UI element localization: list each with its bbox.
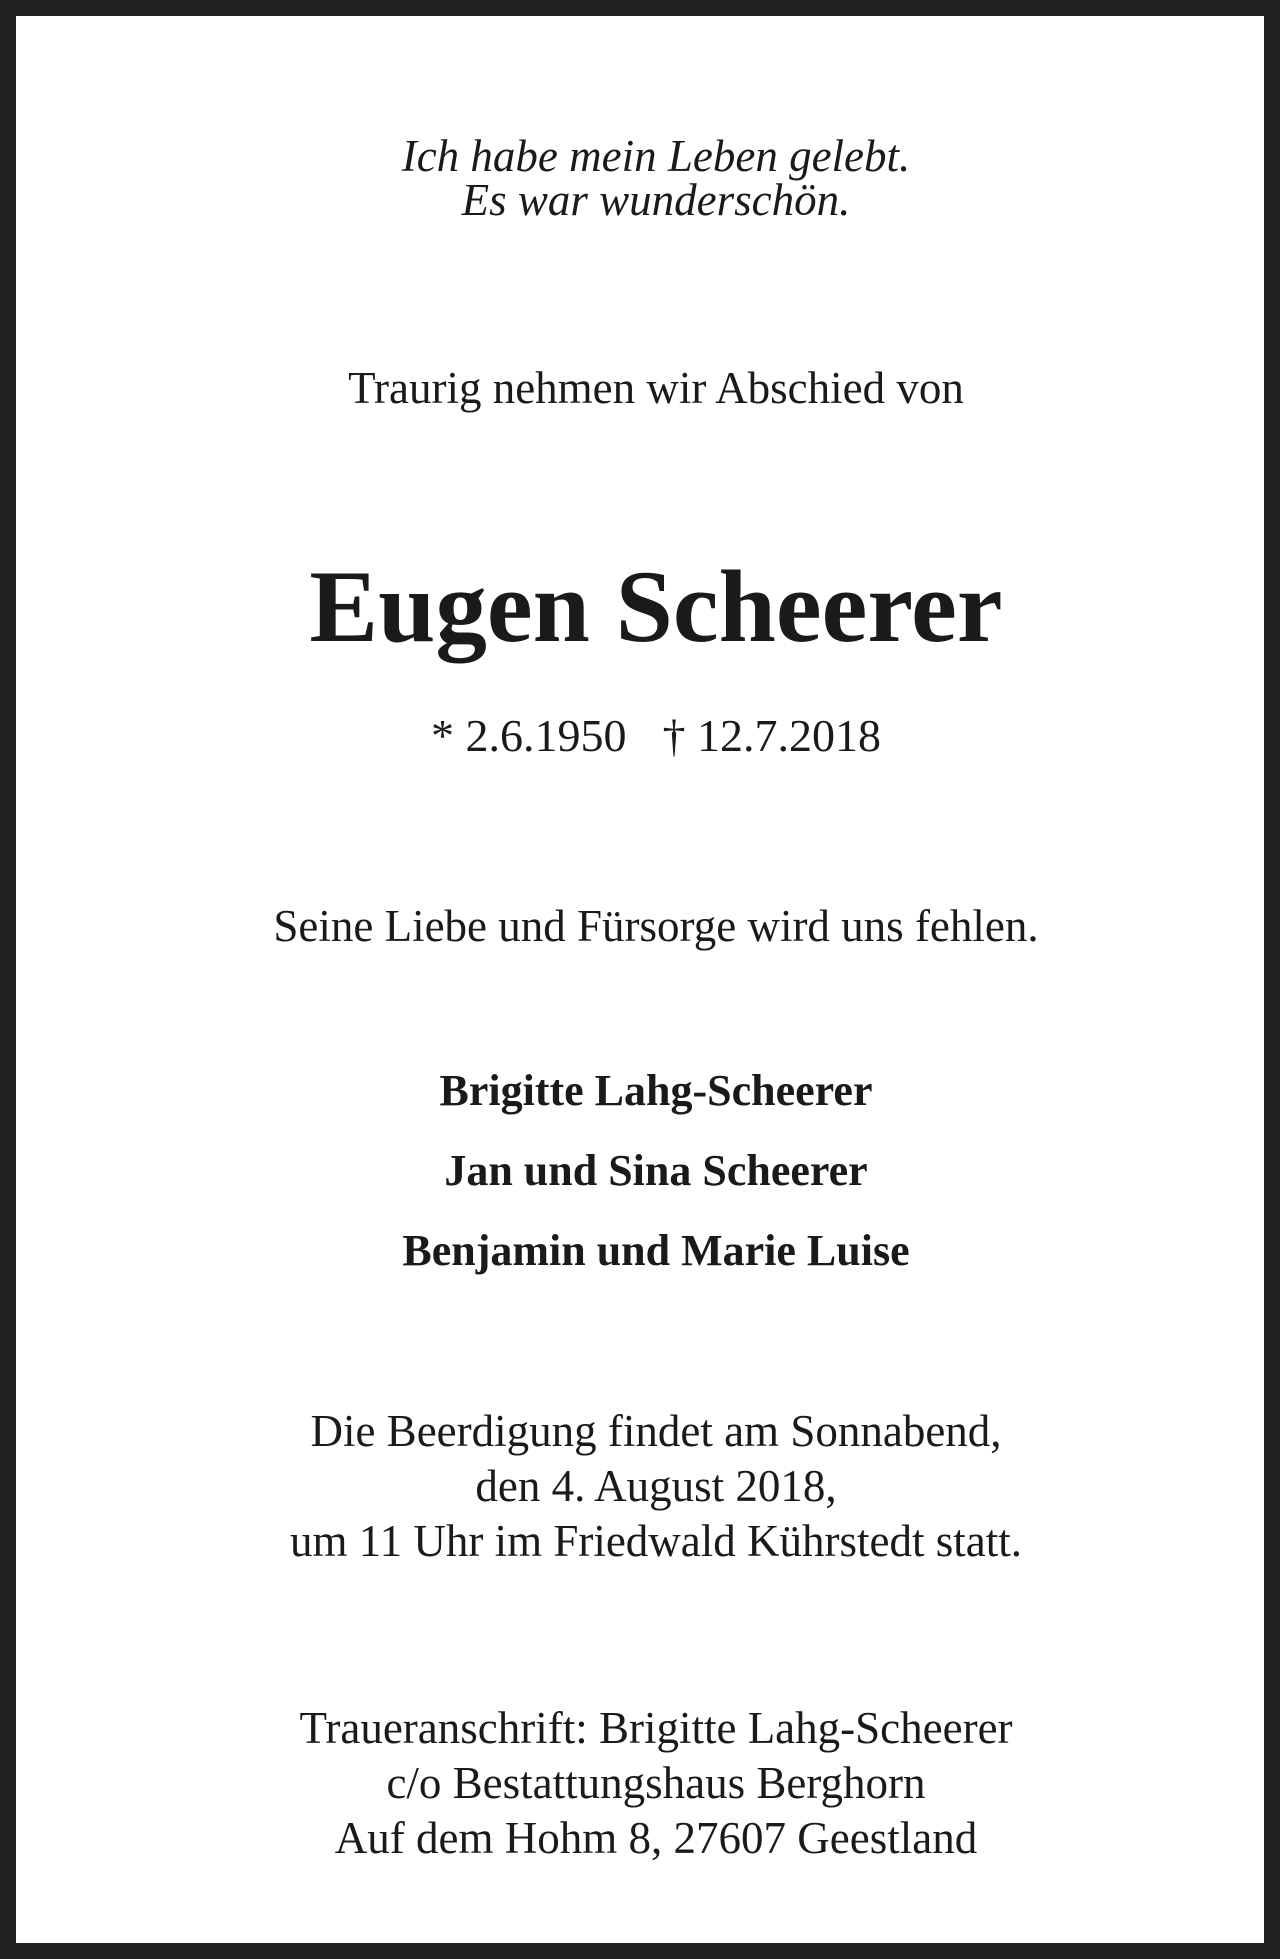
motto-line-2: Es war wunderschön.	[461, 175, 851, 225]
death-date: † 12.7.2018	[662, 710, 881, 761]
mourner-2: Jan und Sina Scheerer	[444, 1146, 868, 1195]
intro-text: Traurig nehmen wir Abschied von	[348, 363, 964, 413]
birth-date: * 2.6.1950	[431, 710, 627, 761]
closing-text: Seine Liebe und Fürsorge wird uns fehlen.	[273, 901, 1039, 951]
funeral-line-3: um 11 Uhr im Friedwald Kührstedt statt.	[290, 1516, 1022, 1566]
address-line-3: Auf dem Hohm 8, 27607 Geestland	[334, 1813, 978, 1863]
address-line-1: Traueranschrift: Brigitte Lahg-Scheerer	[299, 1703, 1013, 1753]
deceased-name: Eugen Scheerer	[309, 550, 1003, 664]
funeral-line-2: den 4. August 2018,	[475, 1461, 837, 1511]
motto-line-1: Ich habe mein Leben gelebt.	[401, 131, 911, 181]
funeral-line-1: Die Beerdigung findet am Sonnabend,	[310, 1406, 1002, 1456]
mourner-1: Brigitte Lahg-Scheerer	[439, 1066, 873, 1115]
mourner-3: Benjamin und Marie Luise	[402, 1226, 910, 1275]
address-line-2: c/o Bestattungshaus Berghorn	[386, 1758, 926, 1808]
life-dates	[16, 710, 1280, 761]
